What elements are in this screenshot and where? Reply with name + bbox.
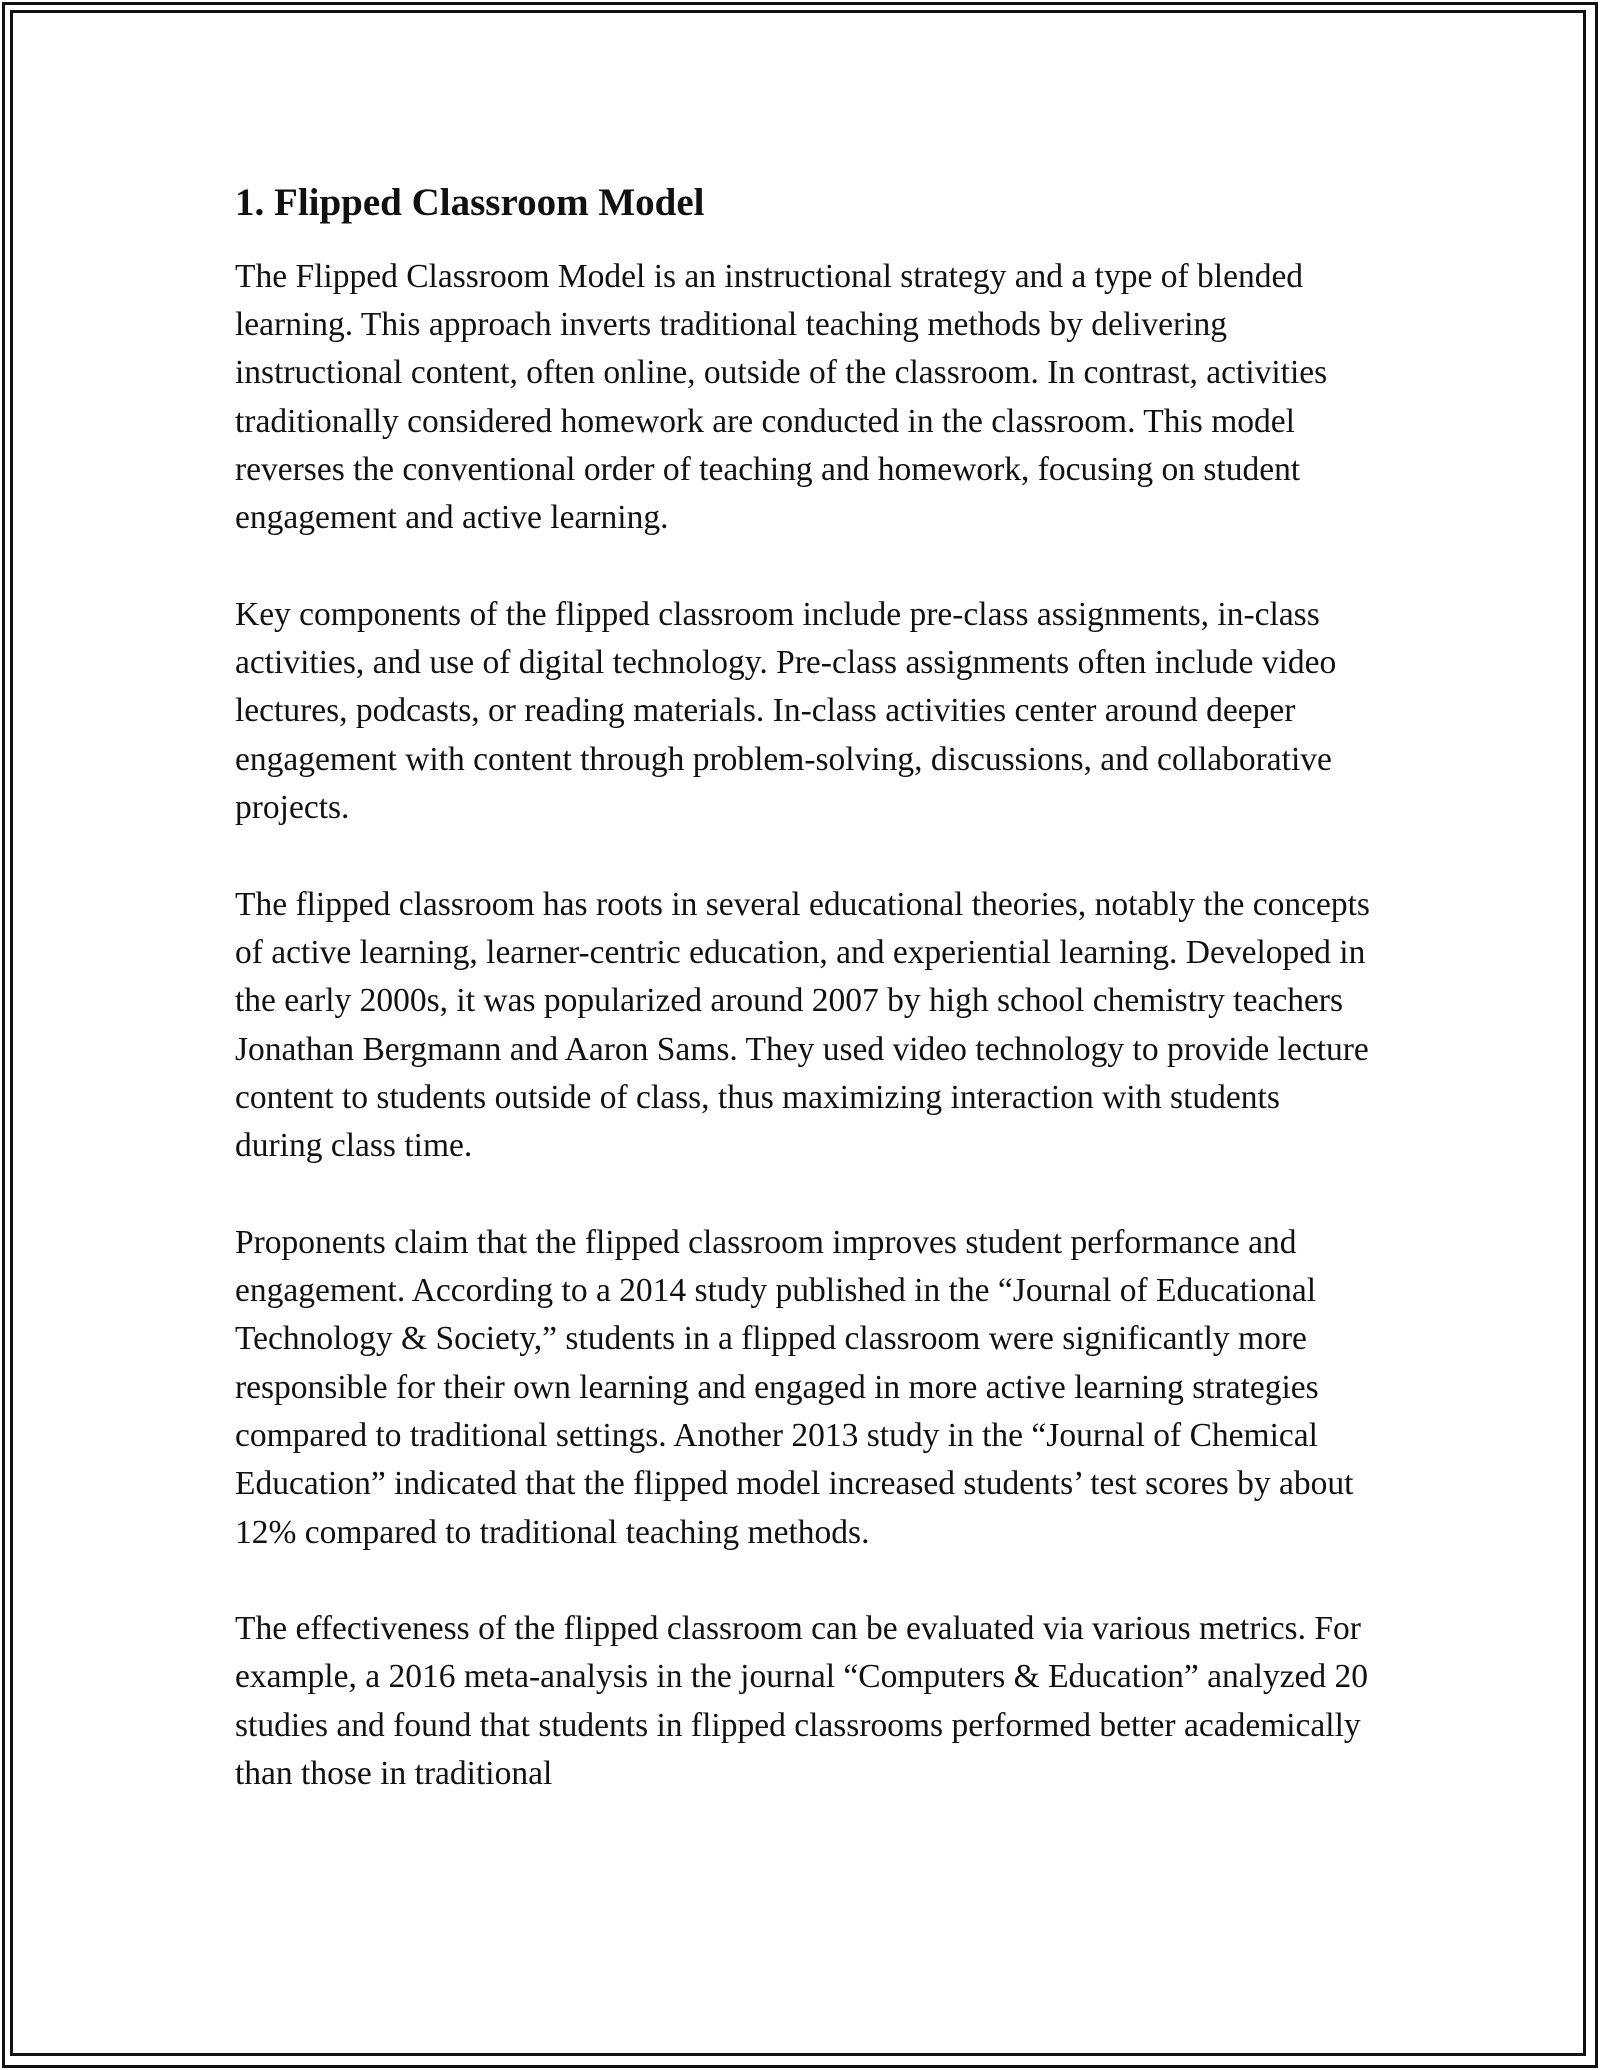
paragraph-research: Proponents claim that the flipped classroom improves student performance and engagement. According to a 2014 study published in the “Journal of Educational Technology & Society,” students in a flipped classroom were significantly more responsible for their own learning and engaged in more active learning strategies compared to traditional settings. Another 2013 study in the “Journal of Chemical Education” indicated that the flipped model increased students’ test scores by about 12% compared to traditional teaching methods. <box>235 1223 1354 1551</box>
paragraph-key-components: Key components of the flipped classroom include pre-class assignments, in-class activities, and use of digital technology. Pre-class assignments often include video lectures, podcasts, or reading materials. In-class activities center around deeper engagement with content through problem-solving, discussions, and collaborative projects. <box>235 595 1337 827</box>
section-heading: 1. Flipped Classroom Model <box>235 181 705 224</box>
paragraph-definition: The Flipped Classroom Model is an instructional strategy and a type of blended learning. This approach inverts traditional teaching methods by delivering instructional content, often online, outside of the classroom. In contrast, activities traditionally considered homework are conducted in the classroom. This model reverses the conventional order of teaching and homework, focusing on student engagement and active learning. <box>235 257 1328 537</box>
paragraph-effectiveness: The effectiveness of the flipped classroom can be evaluated via various metrics. For example, a 2016 meta-analysis in the journal “Computers & Education” analyzed 20 studies and found that students in flipped classrooms performed better academically than those in traditional <box>235 1610 1369 1792</box>
document-body <box>235 180 1375 1798</box>
paragraph-history: The flipped classroom has roots in several educational theories, notably the concepts of active learning, learner-centric education, and experiential learning. Developed in the early 2000s, it was popularized around 2007 by high school chemistry teachers Jonathan Bergmann and Aaron Sams. They used video technology to provide lecture content to students outside of class, thus maximizing interaction with students during class time. <box>235 885 1370 1165</box>
